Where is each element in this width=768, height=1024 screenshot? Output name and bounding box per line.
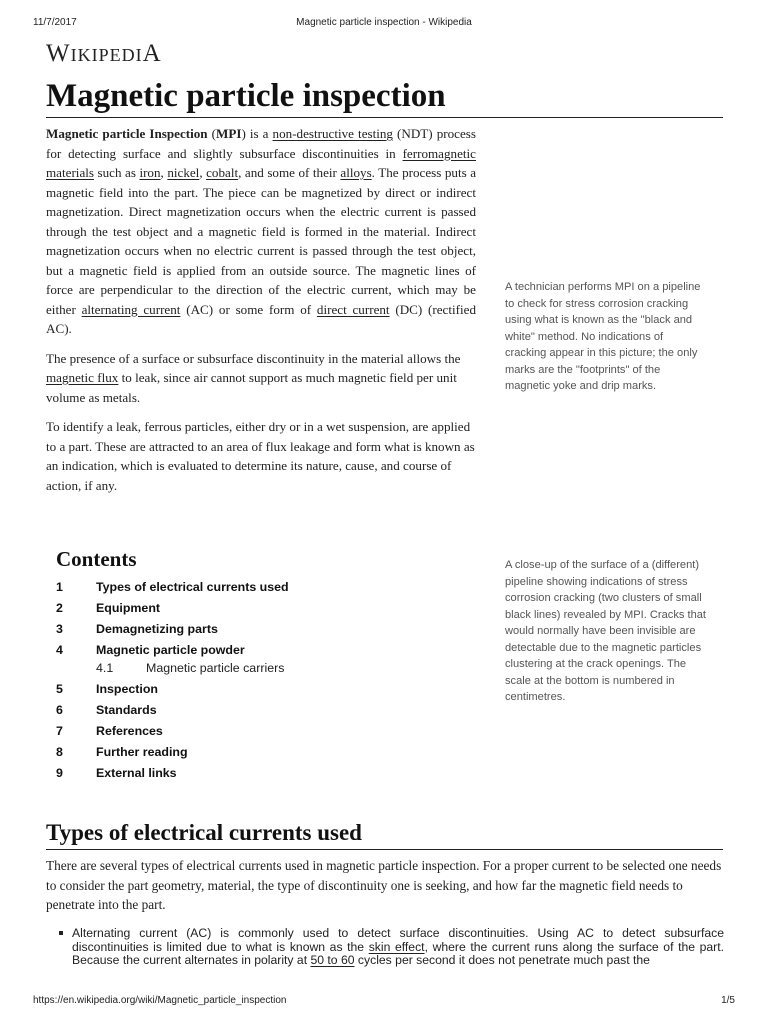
toc-item-further-reading[interactable]: 8 Further reading	[56, 745, 188, 759]
toc-item-inspection[interactable]: 5 Inspection	[56, 682, 158, 696]
link-alloys[interactable]: alloys	[340, 165, 372, 180]
link-non-destructive-testing[interactable]: non-destructive testing	[272, 126, 393, 141]
link-cobalt[interactable]: cobalt	[206, 165, 239, 180]
abbr-bold: MPI	[216, 126, 242, 141]
link-nickel[interactable]: nickel	[167, 165, 200, 180]
link-skin-effect[interactable]: skin effect	[368, 939, 425, 954]
wikipedia-logo[interactable]: WIKIPEDIA	[46, 40, 162, 67]
print-page-title: Magnetic particle inspection - Wikipedia	[296, 17, 472, 28]
print-date: 11/7/2017	[33, 17, 77, 28]
link-direct-current[interactable]: direct current	[316, 301, 390, 317]
toc-item-equipment[interactable]: 2 Equipment	[56, 601, 161, 615]
term-bold: Magnetic particle Inspection	[46, 126, 208, 141]
page-title: Magnetic particle inspection	[46, 76, 723, 118]
link-ferromagnetic-materials[interactable]: ferromagnetic materials	[46, 145, 476, 180]
link-magnetic-flux[interactable]: magnetic flux	[46, 370, 119, 385]
toc-item-references[interactable]: 7 References	[56, 724, 163, 738]
section-heading-types-of-currents: Types of electrical currents used	[46, 818, 723, 850]
toc-item-types-of-currents[interactable]: 1 Types of electrical currents used	[56, 580, 289, 594]
section-paragraph: There are several types of electrical currents used in magnetic particle inspection. For a proper current to be selected one needs to consider the part geometry, material, the type of discontinuity one is seeking, and how far the magnetic field needs to penetrate into the part.	[46, 858, 722, 912]
lead-section	[46, 124, 476, 505]
lead-paragraph-1: Magnetic particle Inspection (MPI) is a non-destructive testing (NDT) process for detecting surface and slightly subsurface discontinuities in ferromagnetic materials such as iron, nickel, cobalt, and some of their alloys. The process puts a magnetic field into the part. The piece can be magnetized by direct or indirect magnetization. Direct magnetization occurs when the electric current is passed through the test object and a magnetic field is formed in the material. Indirect magnetization occurs when no electric current is passed through the test object, but a magnetic field is applied from an outside source. The magnetic lines of force are perpendicular to the direction of the electric current, which may be either alternating current (AC) or some form of direct current (DC) (rectified AC).	[46, 126, 477, 336]
bullet-item-alternating-current: Alternating current (AC) is commonly used to detect surface discontinuities. Using AC to detect subsurface discontinuities is limited due to what is known as the skin effect, where the current runs along the surface of the part. Because the current alternates in polarity at 50 to 60 cycles per second it does not penetrate much past the	[72, 927, 724, 967]
link-iron[interactable]: iron	[139, 165, 161, 180]
toc-item-magnetic-particle-powder[interactable]: 4 Magnetic particle powder	[56, 643, 245, 657]
toc-item-external-links[interactable]: 9 External links	[56, 766, 177, 780]
print-page-number: 1/5	[721, 995, 735, 1006]
toc-title: Contents	[56, 547, 137, 571]
toc-item-magnetic-particle-carriers[interactable]: 4.1 Magnetic particle carriers	[96, 661, 285, 675]
link-50-to-60[interactable]: 50 to 60	[310, 953, 355, 967]
toc-item-standards[interactable]: 6 Standards	[56, 703, 157, 717]
print-url: https://en.wikipedia.org/wiki/Magnetic_particle_inspection	[33, 995, 287, 1006]
table-of-contents	[56, 545, 316, 784]
image-caption-closeup: A close-up of the surface of a (different) pipeline showing indications of stress corrosion cracking (two clusters of small black lines) revealed by MPI. Cracks that would normally have been invisible are detectable due to the magnetic particles clustering at the crack openings. The scale at the bottom is numbered in centimetres.	[505, 559, 706, 703]
lead-paragraph-3: To identify a leak, ferrous particles, either dry or in a wet suspension, are applied to a part. These are attracted to an area of flux leakage and form what is known as an indication, which is evaluated to determine its nature, cause, and course of action, if any.	[46, 419, 475, 493]
print-footer	[0, 995, 768, 1009]
print-header	[0, 17, 768, 31]
lead-paragraph-2: The presence of a surface or subsurface discontinuity in the material allows the magnetic flux to leak, since air cannot support as much magnetic field per unit volume as metals.	[46, 350, 461, 405]
link-alternating-current[interactable]: alternating current	[81, 301, 181, 317]
image-caption-technician: A technician performs MPI on a pipeline to check for stress corrosion cracking using what is known as the "black and white" method. No indications of cracking appear in this picture; the only marks are the "footprints" of the magnetic yoke and drip marks.	[505, 281, 701, 392]
toc-item-demagnetizing-parts[interactable]: 3 Demagnetizing parts	[56, 622, 218, 636]
bullet-marker	[59, 931, 63, 935]
